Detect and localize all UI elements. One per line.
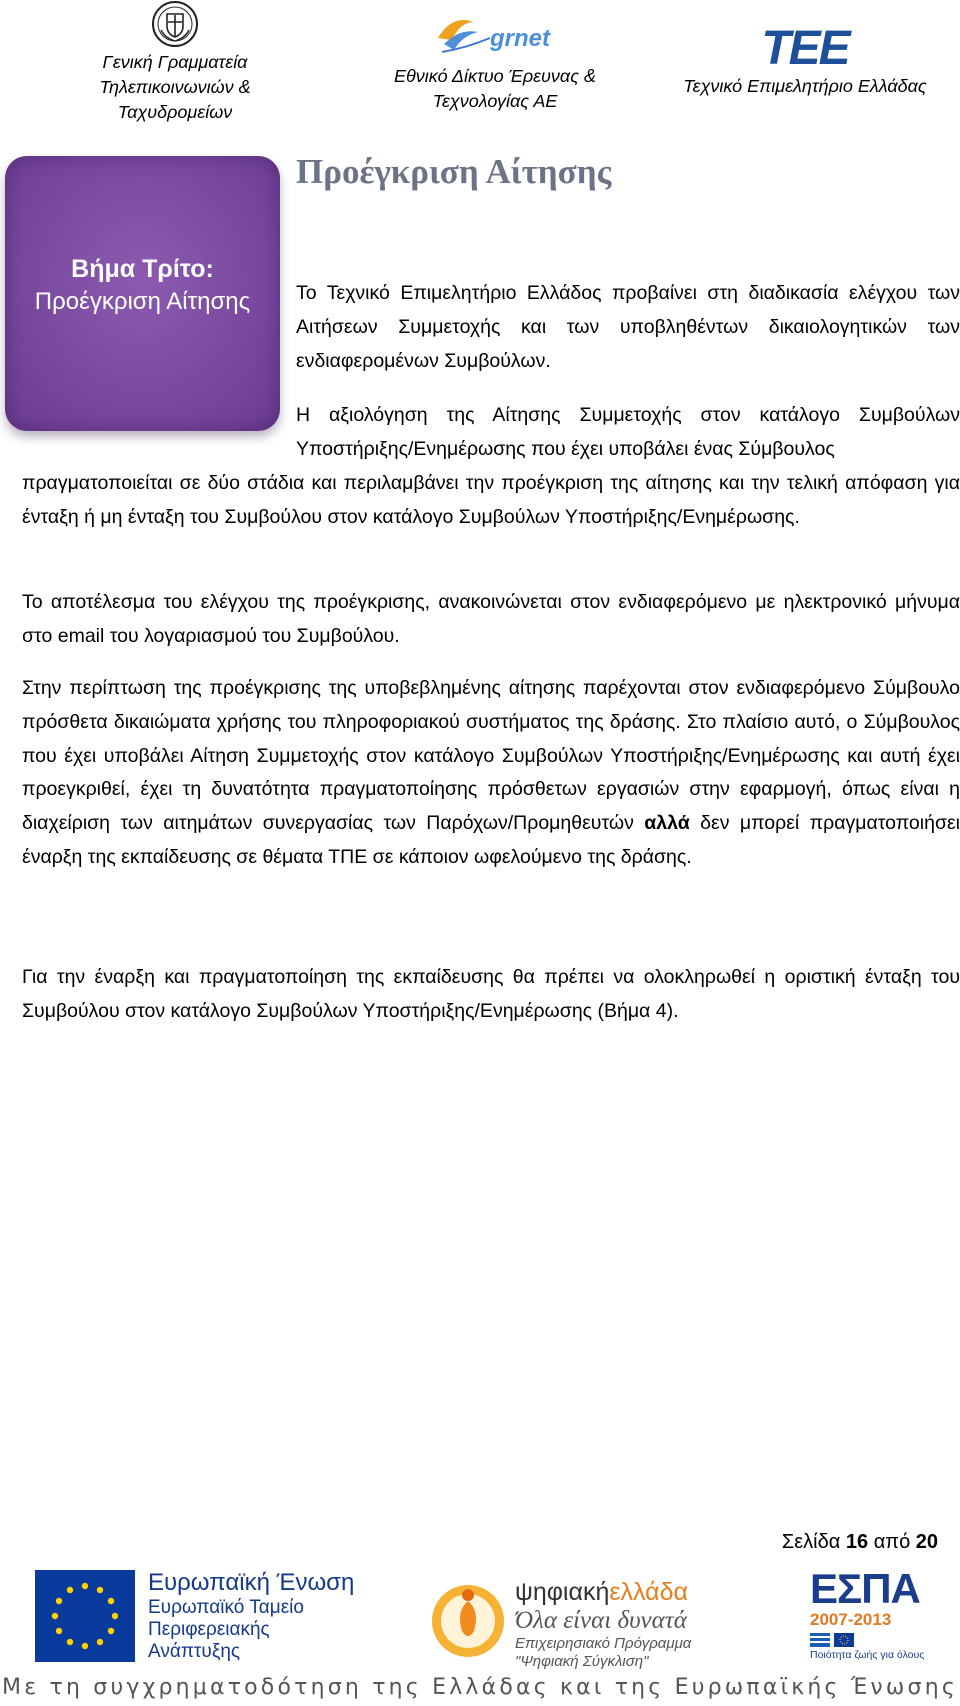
dg-brand-prefix: ψηφιακή xyxy=(515,1578,610,1606)
eu-fund-line3: Ανάπτυξης xyxy=(148,1641,241,1662)
org2-line2: Τεχνολογίας ΑΕ xyxy=(432,91,558,111)
cofinancing-line: Με τη συγχρηματοδότηση της Ελλάδας και της Ευρωπαϊκής Ένωσης xyxy=(2,1675,958,1700)
tee-logo xyxy=(750,22,860,70)
espa-logo xyxy=(810,1567,950,1667)
espa-years: 2007-2013 xyxy=(810,1610,892,1629)
eu-fund-line1: Ευρωπαϊκό Ταμείο xyxy=(148,1597,304,1618)
step-badge xyxy=(5,156,280,431)
paragraph-5: Για την έναρξη και πραγματοποίηση της εκπαίδευσης θα πρέπει να ολοκληρωθεί η οριστική ένταξη του Συμβούλου στον κατάλογο Συμβούλων Υποστήριξης/Ενημέρωσης (Βήμα 4). xyxy=(22,966,960,1022)
eu-fund-line2: Περιφερειακής xyxy=(148,1619,270,1640)
page-total: 20 xyxy=(915,1531,938,1553)
espa-tagline: Ποιότητα ζωής για όλους xyxy=(810,1649,925,1661)
paragraph-4-text-b: δεν μπορεί πραγματοποιήσει έναρξη της εκπαίδευσης σε θέματα ΤΠΕ σε κάποιον ωφελούμενο της δράσης. xyxy=(22,812,960,868)
eu-title: Ευρωπαϊκή Ένωση xyxy=(148,1569,355,1596)
eu-flag-icon xyxy=(35,1570,135,1662)
digital-greece-brand xyxy=(515,1577,691,1607)
eu-text-block xyxy=(148,1569,354,1663)
paragraph-4 xyxy=(22,672,960,875)
page-title: Προέγκριση Αίτησης xyxy=(296,152,612,191)
step-badge-subtitle: Προέγκριση Αίτησης xyxy=(34,288,251,315)
dg-brand-suffix: ελλάδα xyxy=(609,1578,688,1606)
paragraph-2-start: Η αξιολόγηση της Αίτησης Συμμετοχής στον κατάλογο Συμβούλων Υποστήριξης/Ενημέρωσης που έχει υποβάλει ένας Σύμβουλος xyxy=(296,404,960,460)
org1-line1: Γενική Γραμματεία xyxy=(102,52,248,72)
digital-greece-motto: Όλα είναι δυνατά xyxy=(515,1607,687,1634)
page-footer xyxy=(0,1565,960,1706)
paragraph-4-text-a: Στην περίπτωση της προέγκρισης της υποβεβλημένης αίτησης παρέχονται στον ενδιαφερόμενο Σύμβουλο πρόσθετα δικαιώματα χρήσης του πληροφοριακού συστήματος της δράσης. Στο πλαίσιο αυτό, ο Σύμβουλος που έχει υποβάλει Αίτηση Συμμετοχής στον κατάλογο Συμβούλων Υποστήριξης/Ενημέρωσης και αυτή έχει προεγκριθεί, έχει τη δυνατότητα πραγματοποίησης πρόσθετων εργασιών στην εφαρμογή, όπως είναι η διαχείριση των αιτημάτων συνεργασίας των Παρόχων/Προμηθευτών xyxy=(22,677,960,835)
org1-line2: Τηλεπικοινωνιών & xyxy=(99,77,251,97)
espa-logo-text: ΕΣΠΑ xyxy=(810,1565,920,1612)
tee-logo-text: TEE xyxy=(761,22,849,70)
page-number xyxy=(782,1529,938,1555)
org2-line1: Εθνικό Δίκτυο Έρευνας & xyxy=(394,66,596,86)
digital-greece-program-line2: "Ψηφιακή Σύγκλιση" xyxy=(515,1653,649,1670)
digital-greece-icon xyxy=(428,1571,508,1661)
org-tee xyxy=(670,22,940,99)
org-ggtt xyxy=(70,0,280,125)
paragraph-4-emphasis: αλλά xyxy=(644,812,690,835)
page-header xyxy=(0,0,960,125)
grnet-logo xyxy=(430,8,560,60)
page-of: από xyxy=(873,1531,911,1553)
grnet-logo-text: grnet xyxy=(490,25,550,52)
org3-line1: Τεχνικό Επιμελητήριο Ελλάδας xyxy=(683,76,927,96)
paragraph-2-rest: πραγματοποιείται σε δύο στάδια και περιλαμβάνει την προέγκριση της αίτησης και την τελική απόφαση για ένταξη ή μη ένταξη του Συμβούλου στον κατάλογο Συμβούλων Υποστήριξης/Ενημέρωσης. xyxy=(22,472,960,528)
paragraph-1: Το Τεχνικό Επιμελητήριο Ελλάδος προβαίνει στη διαδικασία ελέγχου των Αιτήσεων Συμμετοχής και των υποβληθέντων δικαιολογητικών των ενδιαφερομένων Συμβούλων. xyxy=(296,282,960,372)
digital-greece-text xyxy=(515,1577,691,1671)
page-label: Σελίδα xyxy=(781,1531,841,1553)
page-current: 16 xyxy=(845,1531,869,1553)
step-badge-title: Βήμα Τρίτο: xyxy=(71,255,214,283)
org-grnet xyxy=(375,8,615,114)
digital-greece-program-line1: Επιχειρησιακό Πρόγραμμα xyxy=(515,1635,692,1652)
paragraph-3: Το αποτέλεσμα του ελέγχου της προέγκρισης, ανακοινώνεται στον ενδιαφερόμενο με ηλεκτρονικό μήνυμα στο email του λογαριασμού του Συμβούλου. xyxy=(22,591,960,647)
greek-and-eu-flags-icon xyxy=(810,1633,854,1647)
greek-emblem-icon xyxy=(151,0,199,48)
org1-line3: Ταχυδρομείων xyxy=(117,102,233,122)
